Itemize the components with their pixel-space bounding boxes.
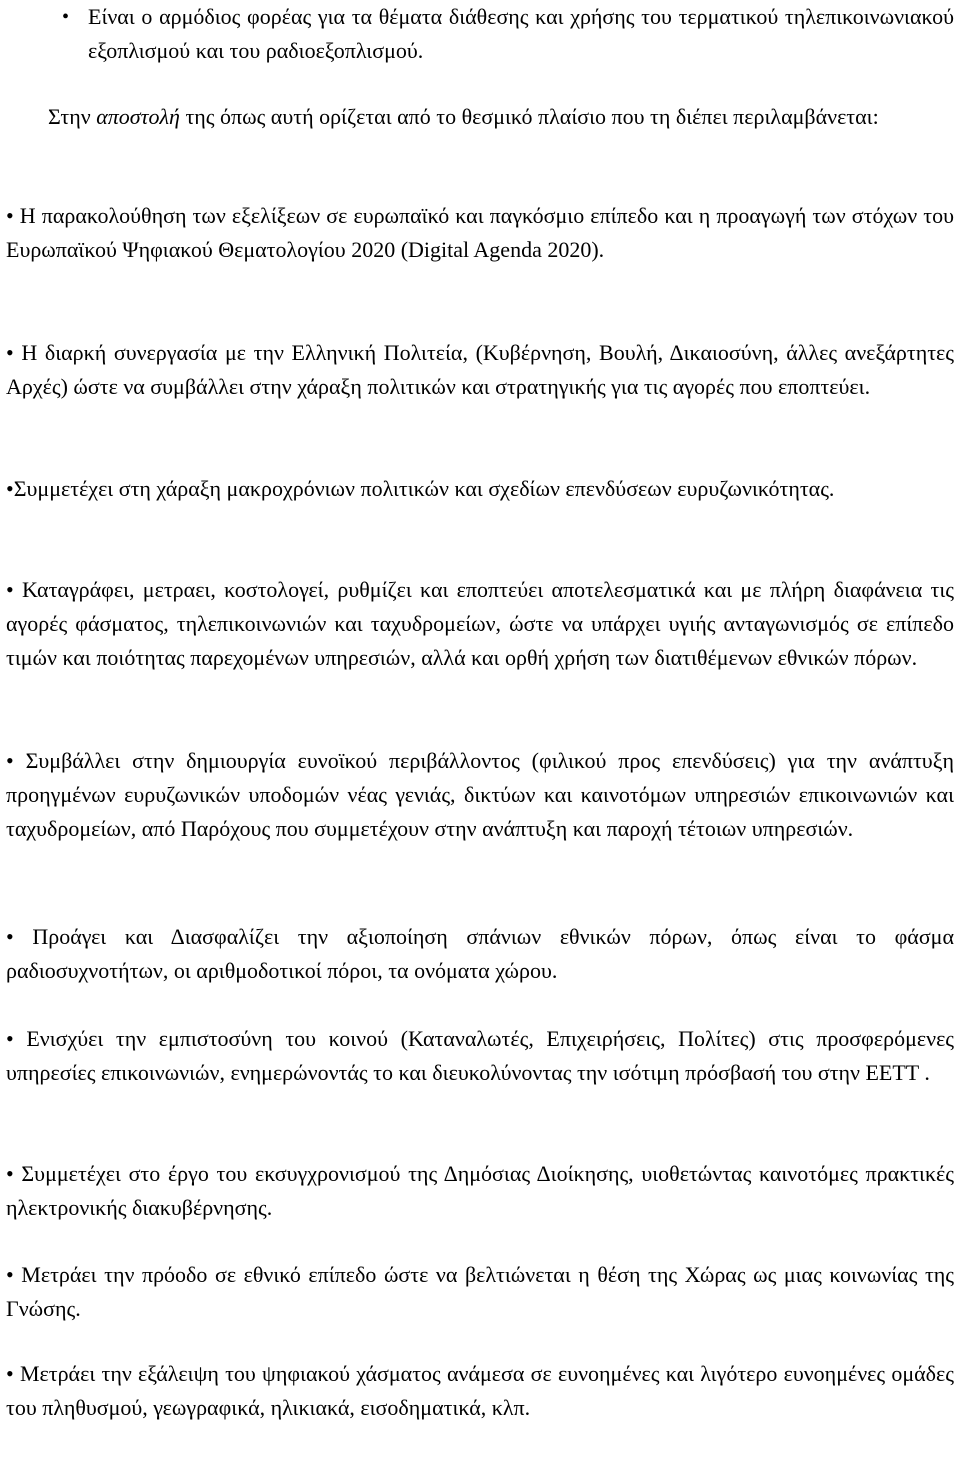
intro-emphasis: αποστολή xyxy=(96,104,180,129)
list-item-text: Ενισχύει την εμπιστοσύνη του κοινού (Καταναλωτές, Επιχειρήσεις, Πολίτες) στις προσφερόμενες υπηρεσίες επικοινωνιών, ενημερώνοντάς το και διευκολύνοντας την ισότιμη πρόσβασή του στην ΕΕΤΤ . xyxy=(6,1026,955,1085)
bullet-marker: • xyxy=(6,476,14,501)
bullet-marker: • xyxy=(6,1026,14,1051)
list-item xyxy=(6,1258,954,1326)
list-item xyxy=(6,573,954,675)
list-item-text: Μετράει την πρόοδο σε εθνικό επίπεδο ώστε να βελτιώνεται η θέση της Χώρας ως μιας κοινωνίας της Γνώσης. xyxy=(6,1262,955,1321)
list-item-text: Η διαρκή συνεργασία με την Ελληνική Πολιτεία, (Κυβέρνηση, Βουλή, Δικαιοσύνη, άλλες ανεξάρτητες Αρχές) ώστε να συμβάλλει στην χάραξη πολιτικών και στρατηγικής για τις αγορές που εποπτεύει. xyxy=(6,340,955,399)
bullet-marker: • xyxy=(6,1262,14,1287)
bullet-marker: • xyxy=(62,6,70,28)
list-item-first: Είναι ο αρμόδιος φορέας για τα θέματα διάθεσης και χρήσης του τερματικού τηλεπικοινωνιακού εξοπλισμού και του ραδιοεξοπλισμού. xyxy=(88,4,954,63)
list-item-text: Συμμετέχει στη χάραξη μακροχρόνιων πολιτικών και σχεδίων επενδύσεων ευρυζωνικότητας. xyxy=(13,476,835,501)
bullet-marker: • xyxy=(6,340,14,365)
list-item xyxy=(6,336,954,404)
list-item xyxy=(6,1157,954,1225)
list-item-text: Προάγει και Διασφαλίζει την αξιοποίηση σπάνιων εθνικών πόρων, όπως είναι το φάσμα ραδιοσυχνοτήτων, οι αριθμοδοτικοί πόροι, τα ονόματα χώρου. xyxy=(6,924,954,983)
bullet-marker: • xyxy=(6,577,14,602)
list-item xyxy=(6,744,954,846)
list-item xyxy=(6,472,954,506)
list-item-text: Καταγράφει, μετραει, κοστολογεί, ρυθμίζει και εποπτεύει αποτελεσματικά και με πλήρη διαφάνεια τις αγορές φάσματος, τηλεπικοινωνιών και ταχυδρομείων, ώστε να υπάρχει υγιής ανταγωνισμός σε επίπεδο τιμών και ποιότητας παρεχομένων υπηρεσιών, αλλά και ορθή χρήση των διατιθέμενων εθνικών πόρων. xyxy=(6,577,954,670)
bullet-marker: • xyxy=(6,1161,14,1186)
bullet-marker: • xyxy=(6,924,14,949)
list-item xyxy=(6,920,954,988)
list-item-text: Συμβάλλει στην δημιουργία ευνοϊκού περιβάλλοντος (φιλικού προς επενδύσεις) για την ανάπτυξη προηγμένων ευρυζωνικών υποδομών νέας γενιάς, δικτύων και καινοτόμων υπηρεσιών επικοινωνιών και ταχυδρομείων, από Παρόχους που συμμετέχουν στην ανάπτυξη και παροχή τέτοιων υπηρεσιών. xyxy=(6,748,955,841)
bullet-marker: • xyxy=(6,1361,14,1386)
list-item xyxy=(6,1022,954,1090)
intro-paragraph xyxy=(6,100,954,134)
list-item xyxy=(6,1357,954,1425)
list-item-text: Συμμετέχει στο έργο του εκσυγχρονισμού της Δημόσιας Διοίκησης, υιοθετώντας καινοτόμες πρακτικές ηλεκτρονικής διακυβέρνησης. xyxy=(6,1161,954,1220)
bullet-marker: • xyxy=(6,203,14,228)
list-item-text: Η παρακολούθηση των εξελίξεων σε ευρωπαϊκό και παγκόσμιο επίπεδο και η προαγωγή των στόχων του Ευρωπαϊκού Ψηφιακού Θεματολογίου 2020 (Digital Agenda 2020). xyxy=(6,203,954,262)
intro-text-before: Στην xyxy=(48,104,97,129)
intro-text-after: της όπως αυτή ορίζεται από το θεσμικό πλαίσιο που τη διέπει περιλαμβάνεται: xyxy=(179,104,879,129)
bullet-marker: • xyxy=(6,748,14,773)
list-item xyxy=(6,199,954,267)
list-item-text: Μετράει την εξάλειψη του ψηφιακού χάσματος ανάμεσα σε ευνοημένες και λιγότερο ευνοημένες ομάδες του πληθυσμού, γεωγραφικά, ηλικιακά, εισοδηματικά, κλπ. xyxy=(6,1361,954,1420)
